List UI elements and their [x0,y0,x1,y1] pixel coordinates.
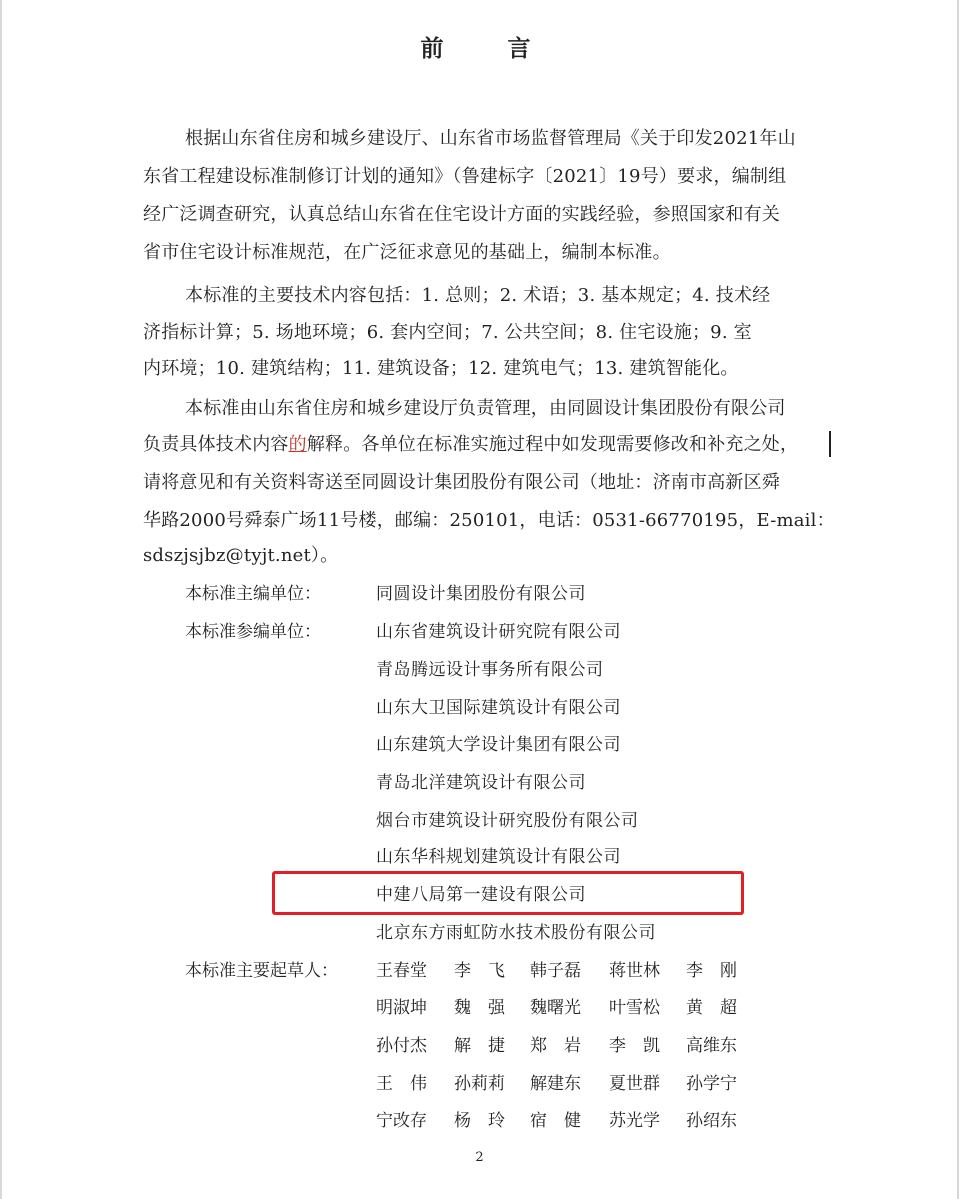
page-title: 前 言 [420,35,559,62]
highlight-box [272,871,744,915]
participant-org: 山东大卫国际建筑设计有限公司 [376,698,621,718]
drafter-name: 王春堂 [376,961,427,981]
para3-line3: 请将意见和有关资料寄送至同圆设计集团股份有限公司（地址：济南市高新区舜 [143,472,780,493]
para3-line4: 华路2000号舜泰广场11号楼，邮编：250101，电话：0531-66770195，E-mail： [143,510,835,531]
drafter-name: 魏曙光 [530,998,581,1018]
drafter-name: 李 飞 [454,961,505,981]
drafter-name: 黄 超 [686,998,737,1018]
drafter-name: 宁改存 [376,1111,427,1131]
participant-org: 青岛北洋建筑设计有限公司 [376,773,586,793]
para3-line2 [143,434,798,456]
participant-org: 青岛腾远设计事务所有限公司 [376,660,604,680]
para1-line2: 东省工程建设标准制修订计划的通知》（鲁建标字〔2021〕19号）要求，编制组 [143,166,787,187]
para2-line3: 内环境；10. 建筑结构；11. 建筑设备；12. 建筑电气；13. 建筑智能化。 [143,358,739,379]
participant-org: 山东省建筑设计研究院有限公司 [376,622,621,642]
para3-line1: 本标准由山东省住房和城乡建设厅负责管理，由同圆设计集团股份有限公司 [185,398,786,419]
para2-line1: 本标准的主要技术内容包括：1. 总则；2. 术语；3. 基本规定；4. 技术经 [185,285,771,306]
drafter-name: 韩子磊 [530,961,581,981]
drafter-name: 李 刚 [686,961,737,981]
drafter-name: 魏 强 [454,998,505,1018]
drafter-name: 王 伟 [376,1074,427,1094]
participant-org: 山东建筑大学设计集团有限公司 [376,735,621,755]
para3-line2-a: 负责具体技术内容 [143,434,289,455]
drafter-name: 孙绍东 [686,1111,737,1131]
drafter-name: 高维东 [686,1036,737,1056]
page-edge-left [0,0,2,1199]
drafter-name: 苏光学 [609,1111,660,1131]
participant-org: 烟台市建筑设计研究股份有限公司 [376,811,639,831]
drafters-label: 本标准主要起草人： [185,961,338,981]
drafter-name: 蒋世林 [609,961,660,981]
drafter-name: 明淑坤 [376,998,427,1018]
drafter-name: 孙莉莉 [454,1074,505,1094]
page-number: 2 [475,1150,484,1165]
drafter-name: 宿 健 [530,1111,581,1131]
drafter-name: 孙学宁 [686,1074,737,1094]
drafter-name: 夏世群 [609,1074,660,1094]
drafter-name: 解建东 [530,1074,581,1094]
drafter-name: 叶雪松 [609,998,660,1018]
drafter-name: 孙付杰 [376,1036,427,1056]
drafter-name: 解 捷 [454,1036,505,1056]
participant-org: 北京东方雨虹防水技术股份有限公司 [376,923,656,943]
participant-org: 山东华科规划建筑设计有限公司 [376,847,621,867]
chief-editor-label: 本标准主编单位： [185,584,321,604]
text-cursor [829,431,831,457]
para3-line2-b: 解释。各单位在标准实施过程中如发现需要修改和补充之处， [306,434,799,455]
participants-label: 本标准参编单位： [185,622,321,642]
drafter-name: 郑 岩 [530,1036,581,1056]
drafter-name: 杨 玲 [454,1111,505,1131]
annotated-char: 的 [288,434,307,455]
participant-org-highlighted: 中建八局第一建设有限公司 [376,885,586,905]
para1-line1: 根据山东省住房和城乡建设厅、山东省市场监督管理局《关于印发2021年山 [185,128,796,149]
para3-line5: sdszjsjbz@tyjt.net）。 [143,545,339,566]
chief-editor-org: 同圆设计集团股份有限公司 [376,584,586,604]
para1-line4: 省市住宅设计标准规范，在广泛征求意见的基础上，编制本标准。 [143,242,671,263]
para2-line2: 济指标计算；5. 场地环境；6. 套内空间；7. 公共空间；8. 住宅设施；9. 室 [143,322,752,343]
drafter-name: 李 凯 [609,1036,660,1056]
para1-line3: 经广泛调查研究，认真总结山东省在住宅设计方面的实践经验，参照国家和有关 [143,204,780,225]
